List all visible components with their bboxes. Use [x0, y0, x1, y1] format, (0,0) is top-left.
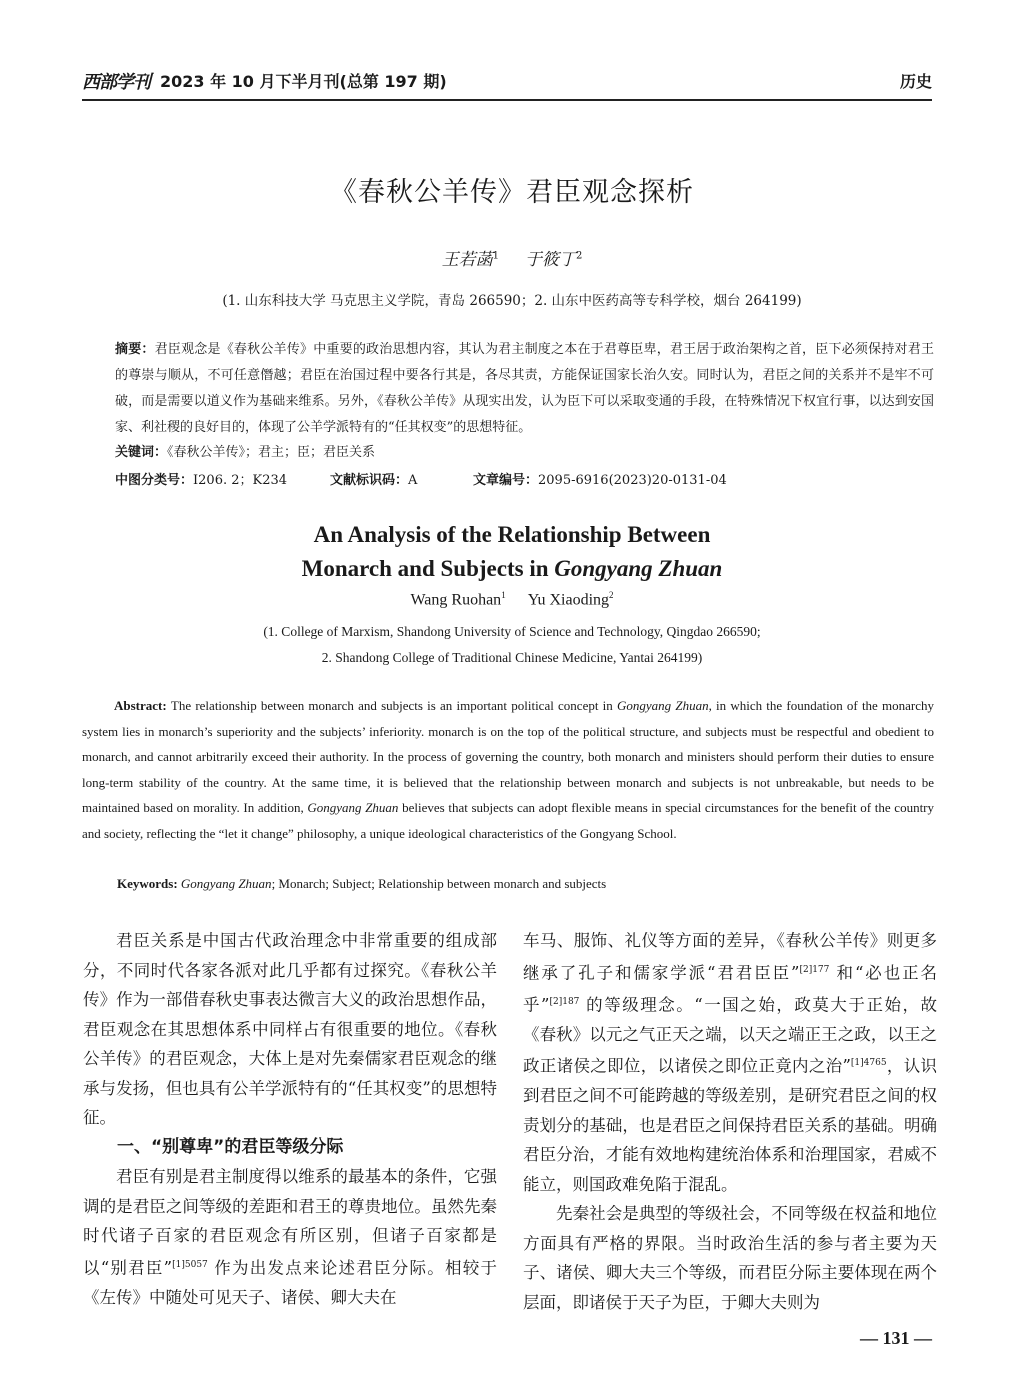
- citation-mark: [1]4765: [850, 1058, 887, 1068]
- body-paragraph: 车马、服饰、礼仪等方面的差异，《春秋公羊传》则更多继承了孔子和儒家学派“君君臣臣”$^{[2]177}$ 和“必也正名乎”$^{[2]187}$ 的等级理念。“一国之始，政莫大于正始，故《春秋》以元之气正天之端，以天之端正王之政，以王之政正诸侯之即位，以诸侯之即位正竟内之治”$^{[1]4765}$，认识到君臣之间不可能跨越的等级差别，是研究君臣之间的权责划分的基础，也是君臣之间保持君臣关系的基础。明确君臣分治，才能有效地构建统治体系和治理国家，君威不能立，则国政难免陷于混乱。: [523, 931, 938, 1194]
- author-name: 王若菡: [441, 250, 493, 270]
- article-number: 文章编号：2095-6916(2023)20-0131-04: [473, 473, 727, 488]
- section-heading: 一、“别尊卑”的君臣等级分际: [117, 1136, 344, 1157]
- citation-mark: [1]5057: [172, 1259, 208, 1270]
- citation-mark: [2]177: [799, 964, 830, 975]
- abstract-en: Abstract: The relationship between monarch and subjects is an important political concept in Gongyang Zhuan, in which the foundation of the monarchy system lies in monarch’s superiority and the subjects’ inferiority. monarch is on the top of the political structure, and subjects must be respectful and obedient to monarch, and cannot arbitrarily exceed their authority. In the process of governing the country, both monarch and ministers should perform their duties to ensure long-term stability of the country. At the same time, it is believed that the relationship between monarch and subjects is not unbreakable, but needs to be maintained based on morality. In addition, Gongyang Zhuan believes that subjects can adopt flexible means in special circumstances for the benefit of the country and society, reflecting the “let it change” philosophy, a unique ideological characteristics of the Gongyang School.: [82, 698, 935, 841]
- authors-en: Wang Ruohan$^1$ Yu Xiaoding$^2$: [410, 590, 614, 609]
- authors-cn: [0, 245, 1024, 270]
- body-paragraph: 先秦社会是典型的等级社会，不同等级在权益和地位方面具有严格的界限。当时政治生活的参与者主要为天子、诸侯、卿大夫三个等级，而君臣分际主要体现在两个层面，即诸侯于天子为臣，于卿大夫则为: [523, 1204, 937, 1312]
- body-column-left: [83, 926, 497, 1312]
- document-code: 文献标识码：A: [330, 473, 418, 488]
- running-header: [82, 68, 932, 98]
- author-name: Yu Xiaoding: [527, 591, 610, 609]
- affiliation-cn: (1. 山东科技大学 马克思主义学院，青岛 266590；2. 山东中医药高等专科学校，烟台 264199): [222, 293, 802, 309]
- body-column-right: [523, 926, 937, 1317]
- article-title-en: An Analysis of the Relationship Between Monarch and Subjects in Gongyang Zhuan: [301, 522, 723, 581]
- clc-number: 中图分类号：I206. 2；K234: [115, 473, 288, 488]
- keywords-cn-text: 《春秋公羊传》；君主；臣；君臣关系: [167, 445, 376, 460]
- citation-mark: [2]187: [549, 996, 580, 1007]
- body-paragraph: 君臣有别是君主制度得以维系的最基本的条件，它强调的是君臣之间等级的差距和君王的尊贵地位。虽然先秦时代诸子百家的君臣观念有所区别，但诸子百家都是以“别君臣”$^{[1]5057}$ 作为出发点来论述君臣分际。相较于《左传》中随处可见天子、诸侯、卿大夫在: [83, 1167, 498, 1307]
- page-number: — 131 —: [860, 1328, 932, 1348]
- journal-issue: 2023 年 10 月下半月刊(总第 197 期): [160, 72, 447, 91]
- keywords-en: Keywords: Gongyang Zhuan; Monarch; Subject; Relationship between monarch and subjects: [117, 876, 607, 891]
- abstract-cn-text: 君臣观念是《春秋公羊传》中重要的政治思想内容，其认为君主制度之本在于君尊臣卑，君王居于政治架构之首，臣下必须保持对君王的尊崇与顺从，不可任意僭越；君臣在治国过程中要各行其是，各尽其责，方能保证国家长治久安。同时认为，君臣之间的关系并不是牢不可破，而是需要以道义作为基础来维系。另外，《春秋公羊传》从现实出发，认为臣下可以采取变通的手段，在特殊情况下权宜行事，以达到安国家、利社稷的良好目的，体现了公羊学派特有的“任其权变”的思想特征。: [115, 342, 934, 435]
- affiliation-en: (1. College of Marxism, Shandong University of Science and Technology, Qingdao 266590; 2. Shandong College of Traditional Chinese Medicine, Yantai 264199): [263, 624, 761, 665]
- body-paragraph: 君臣关系是中国古代政治理念中非常重要的组成部分，不同时代各家各派对此几乎都有过探究。《春秋公羊传》作为一部借春秋史事表达微言大义的政治思想作品，君臣观念在其思想体系中同样占有很重要的地位。《春秋公羊传》的君臣观念，大体上是对先秦儒家君臣观念的继承与发扬，但也具有公羊学派特有的“任其权变”的思想特征。: [83, 931, 497, 1127]
- abstract-en-label: Abstract:: [114, 698, 167, 713]
- header-rule: [82, 99, 932, 101]
- author-name: 于筱丁: [525, 250, 576, 270]
- section-tag: 历史: [899, 72, 932, 91]
- abstract-cn-label: 摘要：: [115, 342, 155, 357]
- journal-logo: 西部学刊: [82, 72, 150, 93]
- affiliation-mark: 1: [492, 250, 499, 262]
- keywords-cn-label: 关键词：: [115, 445, 168, 460]
- article-title-cn: 《春秋公羊传》君臣观念探析: [330, 177, 694, 208]
- abstract-cn: [115, 337, 934, 441]
- affiliation-mark: 2: [576, 250, 583, 262]
- keywords-cn: [115, 441, 375, 460]
- author-name: Wang Ruohan: [410, 591, 502, 609]
